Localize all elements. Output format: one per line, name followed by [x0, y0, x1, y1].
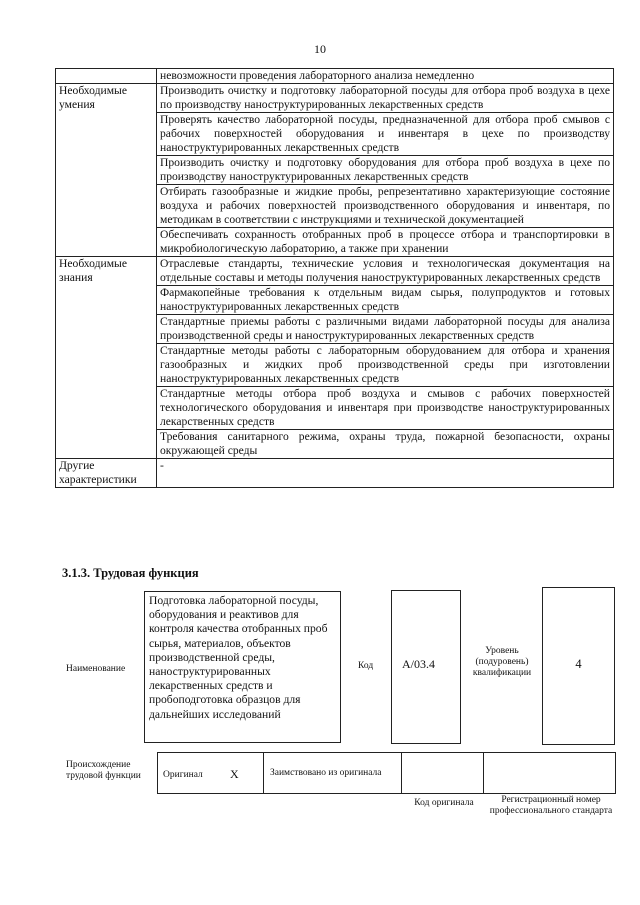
other-value: - [157, 459, 614, 488]
table-row [56, 257, 614, 286]
skill-item: Обеспечивать сохранность отобранных проб в процессе отбора и транспортировки в микробиологическую лабораторию, а также при хранении [157, 228, 614, 257]
level-value: 4 [575, 657, 582, 671]
skill-item: Производить очистку и подготовку оборудования для отбора проб воздуха в цехе по производству наноструктурированных лекарственных средств [157, 156, 614, 185]
code-value: А/03.4 [402, 657, 435, 671]
knowledge-item: Стандартные приемы работы с различными видами лабораторной посуды для анализа производственной среды и наноструктурированных лекарственных средств [157, 315, 614, 344]
table-row [56, 69, 614, 84]
divider [401, 752, 402, 794]
skill-item: Проверять качество лабораторной посуды, предназначенной для отбора проб смывов с рабочих поверхностей оборудования и инвентаря в цехе по производству наноструктурированных лекарственных средств [157, 113, 614, 156]
other-label: Другие характеристики [56, 459, 157, 488]
competency-table [55, 68, 614, 488]
divider [263, 752, 264, 794]
continued-cell: невозможности проведения лабораторного анализа немедленно [157, 69, 614, 84]
reg-number-caption: Регистрационный номер профессионального стандарта [489, 795, 613, 816]
name-label: Наименование [66, 664, 126, 674]
origin-label: Происхождение трудовой функции [66, 760, 141, 781]
skill-item: Отбирать газообразные и жидкие пробы, репрезентативно характеризующие состояние воздуха и рабочих поверхностей производственного оборудования и инвентаря, по методикам в соответствии с инструкциями и технической документацией [157, 185, 614, 228]
skill-item: Производить очистку и подготовку лабораторной посуды для отбора проб воздуха в цехе по производству наноструктурированных лекарственных средств [157, 84, 614, 113]
original-label: Оригинал [163, 770, 203, 780]
knowledge-label: Необходимые знания [56, 257, 157, 459]
divider [483, 752, 484, 794]
original-code-caption: Код оригинала [414, 798, 474, 808]
skills-label: Необходимые умения [56, 84, 157, 257]
origin-strip [157, 752, 616, 794]
table-row [56, 84, 614, 113]
original-mark: X [230, 767, 239, 781]
section-title: 3.1.3. Трудовая функция [62, 566, 199, 580]
level-label: Уровень (подуровень) квалификации [472, 646, 532, 678]
knowledge-item: Стандартные методы работы с лабораторным оборудованием для отбора и хранения газообразных и жидких проб производственной среды при изготовлении наноструктурированных лекарственных средств [157, 344, 614, 387]
knowledge-item: Требования санитарного режима, охраны труда, пожарной безопасности, охраны окружающей среды [157, 430, 614, 459]
knowledge-item: Отраслевые стандарты, технические условия и технологическая документация на отдельные составы и методы получения наноструктурированных лекарственных средств [157, 257, 614, 286]
table-row [56, 459, 614, 488]
function-name-box: Подготовка лабораторной посуды, оборудования и реактивов для контроля качества отобранных проб сырья, материалов, объектов производственной среды, наноструктурированных лекарственных средств и пробоподготовка образцов для дальнейших исследований [144, 591, 341, 743]
page-number: 10 [314, 42, 326, 56]
knowledge-item: Фармакопейные требования к отдельным видам сырья, полупродуктов и готовых наноструктурированных лекарственных средств [157, 286, 614, 315]
knowledge-item: Стандартные методы отбора проб воздуха и смывов с рабочих поверхностей технологического оборудования и инвентаря при производстве наноструктурированных лекарственных средств [157, 387, 614, 430]
code-label: Код [358, 661, 374, 671]
borrowed-label: Заимствовано из оригинала [270, 768, 382, 778]
